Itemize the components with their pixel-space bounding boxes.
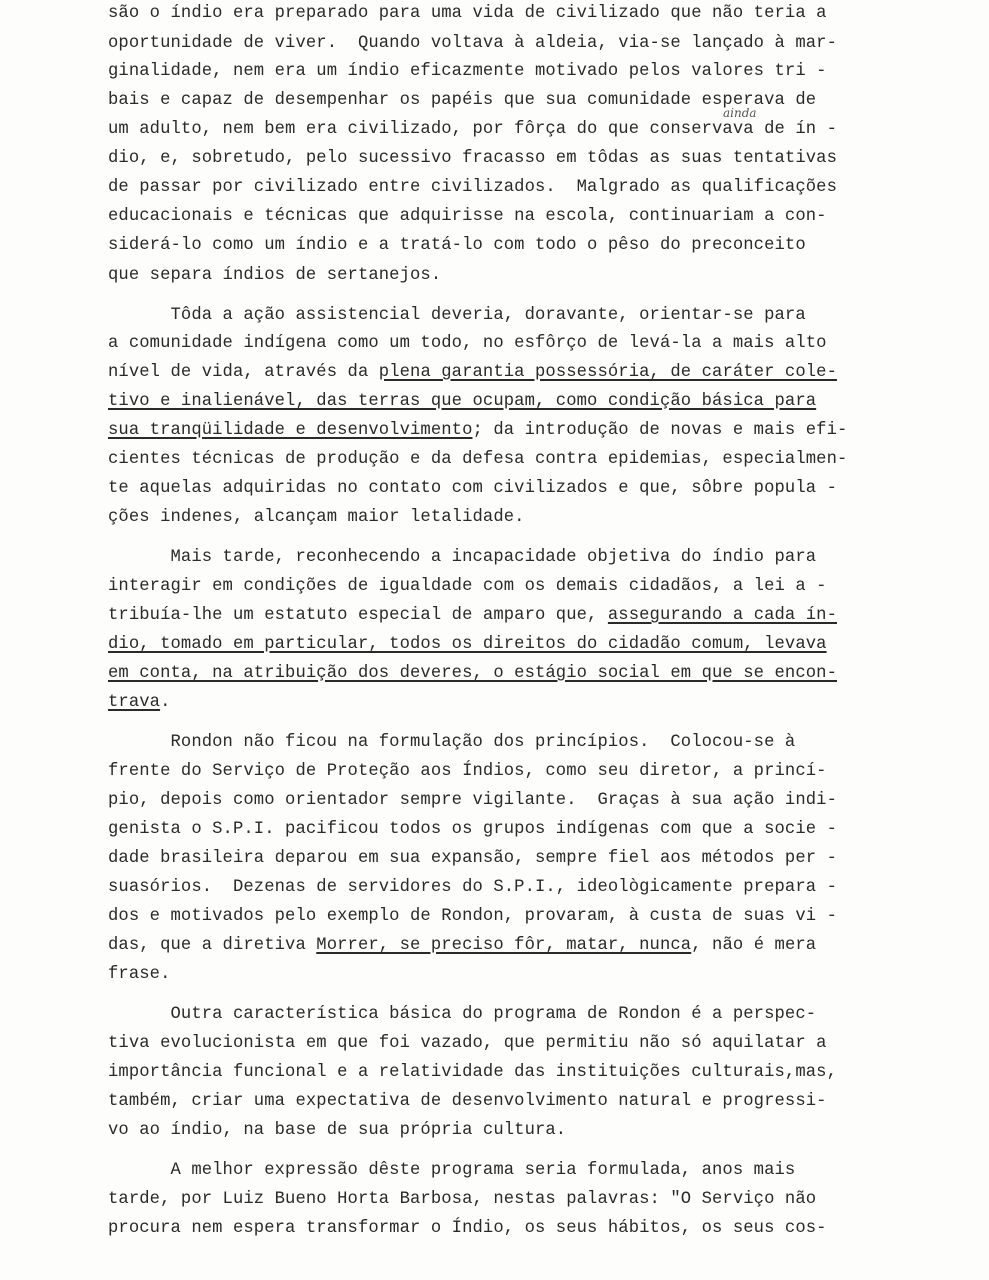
text-line [108, 1092, 827, 1112]
text-line [108, 635, 827, 655]
underlined-text: assegurando a cada ín- [607, 606, 838, 625]
text-segment: cientes técnicas de produção e da defesa contra epidemias, especialmen- [108, 450, 848, 469]
text-segment: tribuía-lhe um estatuto especial de amparo que, [108, 606, 608, 625]
text-segment: Mais tarde, reconhecendo a incapacidade objetiva do índio para [108, 548, 817, 567]
text-segment: que separa índios de sertanejos. [108, 266, 442, 285]
text-segment: bais e capaz de desempenhar os papéis que sua comunidade esperava de [108, 91, 817, 110]
text-line [108, 207, 827, 227]
text-line [108, 577, 827, 597]
text-segment: Outra característica básica do programa de Rondon é a perspec- [108, 1005, 817, 1024]
text-line [108, 1005, 816, 1025]
text-line [108, 849, 837, 869]
text-line [108, 178, 837, 198]
text-segment: Tôda a ação assistencial deveria, doravante, orientar-se para [108, 306, 806, 325]
text-line [108, 791, 837, 811]
text-line [108, 548, 816, 568]
text-line [108, 820, 837, 840]
text-line [108, 1063, 837, 1083]
handwritten-annotation: ainda [723, 106, 757, 120]
underlined-text: tivo e inalienável, das terras que ocupam, como condição básica para [108, 392, 817, 411]
text-segment: tarde, por Luiz Bueno Horta Barbosa, nestas palavras: "O Serviço não [108, 1190, 817, 1209]
text-line [108, 421, 847, 441]
text-segment: Rondon não ficou na formulação dos princípios. Colocou-se à [108, 733, 796, 752]
text-line [108, 936, 816, 956]
text-segment: te aquelas adquiridas no contato com civilizados e que, sôbre popula - [108, 479, 837, 498]
text-line [108, 306, 806, 326]
text-segment: suasórios. Dezenas de servidores do S.P.I., ideològicamente prepara - [108, 878, 837, 897]
text-line [108, 91, 816, 111]
text-line [108, 392, 816, 412]
text-segment: vo ao índio, na base de sua própria cultura. [108, 1121, 567, 1140]
text-line [108, 878, 837, 898]
text-segment: tiva evolucionista em que foi vazado, que permitiu não só aquilatar a [108, 1034, 827, 1053]
text-segment: educacionais e técnicas que adquirisse na escola, continuariam a con- [108, 207, 827, 226]
underlined-text: Morrer, se preciso fôr, matar, nunca [316, 936, 692, 955]
text-line [108, 664, 837, 684]
underlined-text: plena garantia possessória, de caráter cole- [378, 363, 838, 382]
text-line [108, 693, 171, 713]
text-segment: frase. [108, 965, 171, 984]
text-segment: procura nem espera transformar o Índio, os seus hábitos, os seus cos- [108, 1219, 827, 1238]
underlined-text: trava [108, 693, 161, 712]
text-line [108, 266, 441, 286]
text-segment: frente do Serviço de Proteção aos Índios, como seu diretor, a princí- [108, 762, 827, 781]
text-line [108, 236, 806, 256]
underlined-text: dio, tomado em particular, todos os direitos do cidadão comum, levava [108, 635, 827, 654]
text-segment: ções indenes, alcançam maior letalidade. [108, 508, 525, 527]
text-segment: nível de vida, através da [108, 363, 379, 382]
text-segment: um adulto, nem bem era civilizado, por fôrça do que conservava de ín - [108, 120, 837, 139]
text-line [108, 606, 837, 626]
text-segment: dio, e, sobretudo, pelo sucessivo fracasso em tôdas as suas tentativas [108, 149, 837, 168]
text-line [108, 1121, 566, 1141]
text-line [108, 508, 525, 528]
underlined-text: sua tranqüilidade e desenvolvimento [108, 421, 473, 440]
text-line [108, 965, 171, 985]
text-segment: dade brasileira deparou em sua expansão, sempre fiel aos métodos per - [108, 849, 837, 868]
text-line [108, 1190, 816, 1210]
text-line [108, 450, 847, 470]
text-line [108, 34, 837, 54]
text-segment: ginalidade, nem era um índio eficazmente motivado pelos valores tri - [108, 62, 827, 81]
text-segment: genista o S.P.I. pacificou todos os grupos indígenas com que a socie - [108, 820, 837, 839]
text-line [108, 62, 827, 82]
text-segment: de passar por civilizado entre civilizados. Malgrado as qualificações [108, 178, 837, 197]
text-segment: são o índio era preparado para uma vida de civilizado que não teria a [108, 4, 827, 23]
text-line [108, 4, 827, 24]
text-segment: a comunidade indígena como um todo, no esfôrço de levá-la a mais alto [108, 334, 827, 353]
text-line [108, 1034, 827, 1054]
text-line [108, 733, 795, 753]
text-line [108, 479, 837, 499]
text-line [108, 762, 827, 782]
text-segment: das, que a diretiva [108, 936, 317, 955]
text-line [108, 1161, 795, 1181]
text-segment: dos e motivados pelo exemplo de Rondon, provaram, à custa de suas vi - [108, 907, 837, 926]
text-segment: pio, depois como orientador sempre vigilante. Graças à sua ação indi- [108, 791, 837, 810]
text-segment: , não é mera [691, 936, 817, 955]
text-line [108, 149, 837, 169]
text-segment: siderá-lo como um índio e a tratá-lo com todo o pêso do preconceito [108, 236, 806, 255]
text-line [108, 334, 827, 354]
text-line [108, 907, 837, 927]
text-segment: oportunidade de viver. Quando voltava à aldeia, via-se lançado à mar- [108, 34, 837, 53]
text-line [108, 120, 837, 140]
text-segment: ; da introdução de novas e mais efi- [472, 421, 848, 440]
text-segment: também, criar uma expectativa de desenvolvimento natural e progressi- [108, 1092, 827, 1111]
text-line [108, 1219, 827, 1239]
text-segment: . [160, 693, 171, 712]
text-line [108, 363, 837, 383]
text-segment: importância funcional e a relatividade das instituições culturais,mas, [108, 1063, 837, 1082]
text-segment: A melhor expressão dêste programa seria formulada, anos mais [108, 1161, 796, 1180]
underlined-text: em conta, na atribuição dos deveres, o estágio social em que se encon- [108, 664, 837, 683]
text-segment: interagir em condições de igualdade com os demais cidadãos, a lei a - [108, 577, 827, 596]
